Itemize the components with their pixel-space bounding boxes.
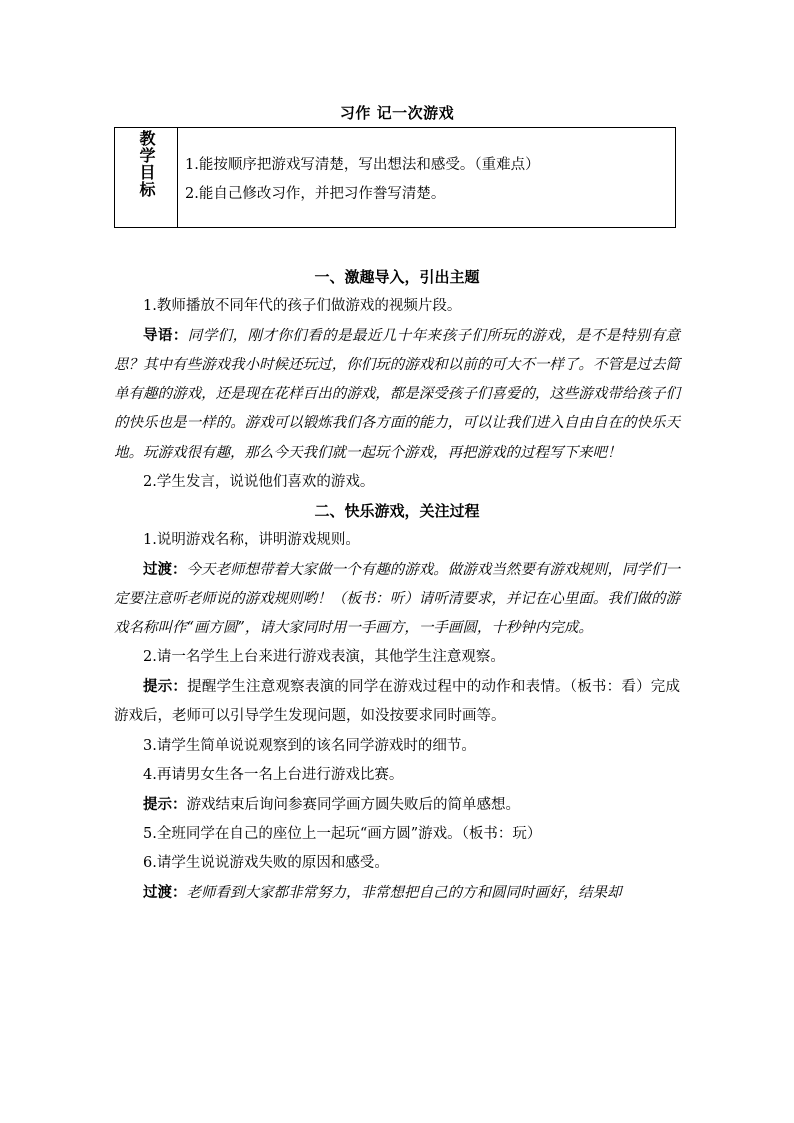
goal-item: 2.能自己修改习作，并把习作誊写清楚。 (185, 186, 446, 202)
paragraph-label: 过渡： (143, 883, 187, 901)
paragraph: 3.请学生简单说说观察到的该名同学游戏时的细节。 (143, 737, 476, 754)
paragraph: 6.请学生说说游戏失败的原因和感受。 (143, 854, 389, 871)
teaching-goals-table (114, 127, 676, 228)
paragraph-text: 今天老师想带着大家做一个有趣的游戏。做游戏当然要有游戏规则，同学们一定要注意听老师说的游戏规则哟！（板书：听）请听清要求，并记在心里面。我们做的游戏名称叫作“画方圆”，请大家同时用一手画方，一手画圆，十秒钟内完成。 (114, 561, 681, 637)
paragraph-text: 老师看到大家都非常努力，非常想把自己的方和圆同时画好，结果却 (186, 884, 622, 901)
paragraph-tip (114, 672, 680, 731)
paragraph-text: 提醒学生注意观察表演的同学在游戏过程中的动作和表情。（板书：看）完成游戏后，老师可以引导学生发现问题，如没按要求同时画等。 (114, 679, 681, 725)
goals-header-label: 教学目标 (137, 130, 156, 198)
goal-item: 1.能按顺序把游戏写清楚，写出想法和感受。（重难点） (185, 157, 540, 173)
paragraph-label: 导语： (143, 327, 188, 345)
paragraph-tip (114, 790, 680, 820)
paragraph: 2.请一名学生上台来进行游戏表演，其他学生注意观察。 (143, 649, 505, 666)
goals-content-cell (178, 128, 675, 227)
section-heading-1: 一、激趣导入，引出主题 (314, 268, 480, 286)
section-heading-2: 二、快乐游戏，关注过程 (314, 501, 480, 520)
paragraph-label: 过渡： (143, 560, 187, 578)
document-title: 习作 记一次游戏 (339, 104, 455, 122)
goals-header-cell (115, 128, 178, 227)
paragraph: 1.教师播放不同年代的孩子们做游戏的视频片段。 (143, 298, 462, 315)
lesson-body (114, 263, 680, 908)
paragraph-text: 同学们，刚才你们看的是最近几十年来孩子们所玩的游戏，是不是特别有意思？其中有些游戏我小时候还玩过，你们玩的游戏和以前的可大不一样了。不管是过去简单有趣的游戏，还是现在花样百出的游戏，都是深受孩子们喜爱的，这些游戏带给孩子们的快乐也是一样的。游戏可以锻炼我们各方面的能力，可以让我们进入自由自在的快乐天地。玩游戏很有趣，那么今天我们就一起玩个游戏，再把游戏的过程写下来吧！ (114, 328, 681, 461)
paragraph: 2.学生发言，说说他们喜欢的游戏。 (143, 473, 375, 490)
paragraph-intro-speech (114, 321, 680, 467)
paragraph-label: 提示： (143, 795, 187, 813)
paragraph-transition (114, 878, 680, 908)
paragraph-label: 提示： (143, 678, 188, 696)
paragraph: 4.再请男女生各一名上台进行游戏比赛。 (143, 766, 404, 783)
paragraph-text: 游戏结束后询问参赛同学画方圆失败后的简单感想。 (186, 796, 520, 813)
paragraph: 1.说明游戏名称，讲明游戏规则。 (143, 531, 360, 548)
paragraph-transition (114, 555, 680, 643)
paragraph: 5.全班同学在自己的座位上一起玩“画方圆”游戏。（板书：玩） (143, 825, 542, 842)
